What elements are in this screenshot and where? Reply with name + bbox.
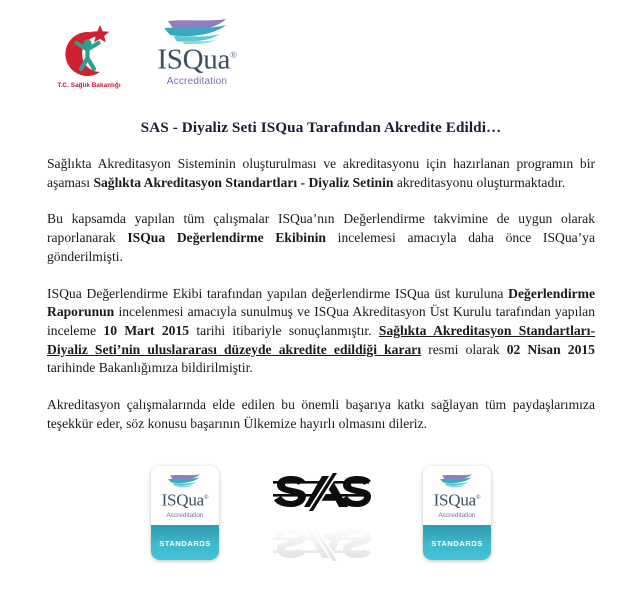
text-run: incelemesi amacıyla daha önce ISQua’ya gönderilmişti. (47, 230, 596, 264)
emphasis-bold: Sağlıkta Akreditasyon Standartları - Diyaliz Setinin (93, 174, 394, 190)
isqua-standards-badge-right (423, 466, 491, 560)
emphasis-bold: Değerlendirme Raporunun (47, 285, 595, 320)
text-run: ISQua Değerlendirme Ekibi tarafından yapılan değerlendirme ISQua üst kuruluna (47, 285, 509, 301)
text-run: incelenmesi amacıyla sunulmuş ve ISQua Akreditasyon Üst Kurulu tarafından yapılan inceleme (47, 304, 595, 338)
badge-footer-bar (151, 525, 219, 560)
emphasis-bold: 10 Mart 2015 (103, 322, 190, 338)
sas-logo-block (267, 466, 375, 562)
badge-wordmark (434, 489, 481, 510)
isqua-header-logo (149, 18, 245, 89)
registered-mark-icon: ® (204, 495, 209, 501)
text-run: resmi olarak (421, 341, 507, 357)
page-title: SAS - Diyaliz Seti ISQua Tarafından Akredite Edildi… (140, 119, 502, 136)
badge-subtitle: Accreditation (166, 511, 204, 519)
paragraph-4 (47, 396, 595, 433)
emphasis-bold-underline: Sağlıkta Akreditasyon Standartları-Diyaliz Seti’nin uluslararası düzeyde akredite edildiği kararı (47, 322, 595, 357)
sas-logo-reflection-icon (271, 522, 371, 562)
ministry-of-health-caption: T.C. Sağlık Bakanlığı (57, 81, 121, 89)
text-run: Bu kapsamda yapılan tüm çalışmalar ISQua’nın Değerlendirme takvimine de uygun olarak raporlanarak (47, 211, 595, 246)
emphasis-bold: ISQua Değerlendirme Ekibinin (127, 230, 326, 246)
badge-top-section (423, 466, 491, 525)
badge-wordmark-text: ISQua (433, 490, 477, 510)
isqua-wordmark (157, 41, 236, 75)
badge-wordmark (162, 489, 209, 510)
registered-mark-icon: ® (476, 495, 481, 501)
crescent-star-figure-icon (56, 23, 122, 81)
paragraph-1 (47, 155, 595, 192)
emphasis-bold: 02 Nisan 2015 (506, 341, 595, 357)
badge-wordmark-text: ISQua (161, 490, 205, 510)
paragraph-3 (47, 285, 595, 379)
isqua-swoosh-icon (166, 473, 204, 488)
sas-logo-icon (271, 472, 371, 512)
text-run: tarihinde Bakanlığımıza bildirilmiştir. (47, 360, 253, 376)
footer-logo-group (0, 466, 642, 562)
badge-footer-label: STANDARDS (431, 538, 483, 548)
isqua-subtitle: Accreditation (166, 75, 228, 87)
badge-subtitle: Accreditation (438, 511, 476, 519)
ministry-of-health-logo (47, 23, 131, 89)
isqua-swoosh-icon (438, 473, 476, 488)
badge-footer-label: STANDARDS (159, 538, 211, 548)
text-run: akreditasyonu oluşturmaktadır. (393, 174, 566, 190)
header-logo-group (47, 18, 245, 89)
isqua-standards-badge-left (151, 466, 219, 560)
text-run: Sağlıkta Akreditasyon Sisteminin oluşturulması ve akreditasyonu için hazırlanan programın bir aşaması (47, 156, 595, 190)
document-body (47, 155, 595, 433)
isqua-wordmark-text: ISQua (157, 43, 231, 76)
text-run: tarihi itibariyle sonuçlanmıştır. (189, 322, 379, 338)
paragraph-2 (47, 210, 595, 266)
badge-footer-bar (423, 525, 491, 560)
text-run: Akreditasyon çalışmalarında elde edilen bu önemli başarıya katkı sağlayan tüm paydaşlarımıza teşekkür eder, söz konusu başarının Ülkemize hayırlı olmasını dileriz. (47, 397, 595, 431)
registered-mark-icon: ® (230, 50, 237, 60)
badge-top-section (151, 466, 219, 525)
